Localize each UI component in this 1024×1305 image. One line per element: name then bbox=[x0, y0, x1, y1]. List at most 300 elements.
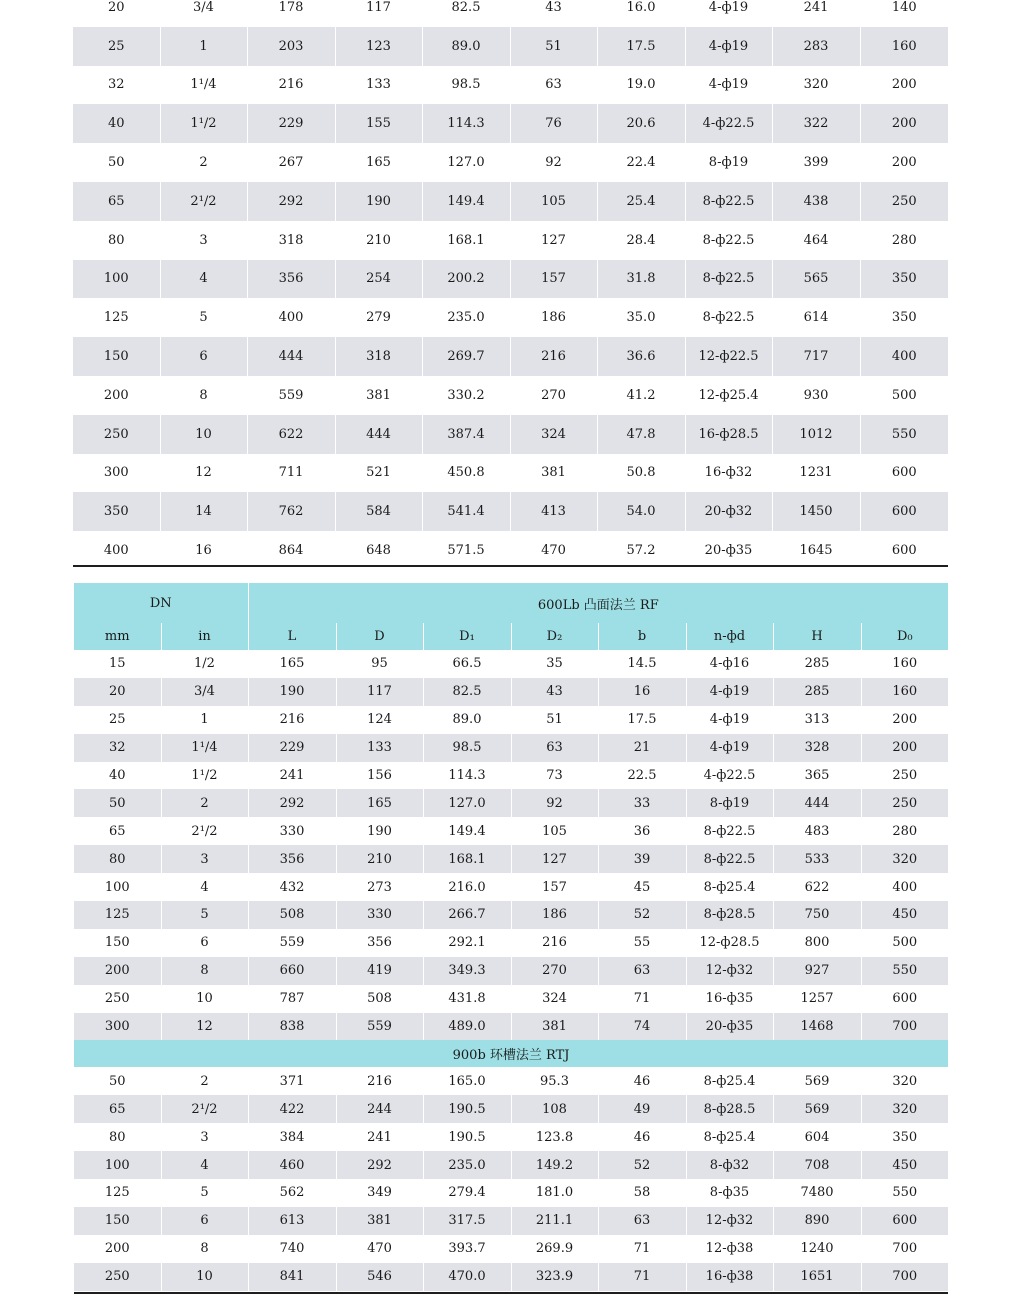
table-cell: 450 bbox=[861, 901, 948, 929]
table-cell: 413 bbox=[510, 492, 597, 531]
table-cell: 165 bbox=[335, 143, 422, 182]
table-cell: 89.0 bbox=[423, 706, 511, 734]
table-cell: 3 bbox=[161, 845, 248, 873]
table-row bbox=[74, 901, 948, 929]
table-cell: 365 bbox=[773, 762, 861, 790]
table-cell: 600 bbox=[860, 531, 948, 570]
table-cell: 400 bbox=[247, 298, 335, 337]
table-cell: 569 bbox=[773, 1095, 861, 1123]
table-cell: 384 bbox=[248, 1123, 336, 1151]
table-cell: 216 bbox=[248, 706, 336, 734]
table-cell: 82.5 bbox=[422, 0, 510, 27]
table-cell: 229 bbox=[247, 104, 335, 143]
table-cell: 349.3 bbox=[423, 957, 511, 985]
table-row bbox=[74, 1179, 948, 1207]
table-cell: 3/4 bbox=[161, 678, 248, 706]
table-row bbox=[73, 415, 948, 454]
table-cell: 8-ф22.5 bbox=[686, 817, 773, 845]
table-cell: 431.8 bbox=[423, 985, 511, 1013]
table-cell: 254 bbox=[335, 260, 422, 299]
column-header: n-фd bbox=[686, 623, 773, 650]
table-cell: 241 bbox=[248, 762, 336, 790]
table-cell: 92 bbox=[510, 143, 597, 182]
table-cell: 470.0 bbox=[423, 1263, 511, 1291]
table-row bbox=[73, 0, 948, 27]
table-cell: 51 bbox=[511, 706, 598, 734]
table-cell: 244 bbox=[336, 1095, 423, 1123]
table-cell: 41.2 bbox=[597, 376, 685, 415]
table-cell: 300 bbox=[74, 1013, 161, 1041]
table-cell: 216.0 bbox=[423, 873, 511, 901]
column-header: D₁ bbox=[423, 623, 511, 650]
table-cell: 117 bbox=[335, 0, 422, 27]
table-row bbox=[74, 1095, 948, 1123]
table-cell: 6 bbox=[161, 1207, 248, 1235]
table-cell: 157 bbox=[510, 260, 597, 299]
table-cell: 25 bbox=[73, 27, 160, 66]
table-cell: 464 bbox=[772, 221, 860, 260]
table-cell: 3/4 bbox=[160, 0, 247, 27]
table-cell: 292 bbox=[247, 182, 335, 221]
table-cell: 622 bbox=[247, 415, 335, 454]
table-cell: 15 bbox=[74, 650, 161, 678]
table-cell: 10 bbox=[161, 985, 248, 1013]
table-cell: 1240 bbox=[773, 1235, 861, 1263]
table-cell: 1012 bbox=[772, 415, 860, 454]
column-header: L bbox=[248, 623, 336, 650]
table-cell: 20-ф32 bbox=[685, 492, 772, 531]
table-row bbox=[73, 298, 948, 337]
table-cell: 600 bbox=[861, 1207, 948, 1235]
table-cell: 124 bbox=[336, 706, 423, 734]
table-cell: 2 bbox=[160, 143, 247, 182]
table-cell: 4 bbox=[161, 873, 248, 901]
table-cell: 10 bbox=[160, 415, 247, 454]
table-cell: 63 bbox=[598, 1207, 686, 1235]
table-cell: 168.1 bbox=[423, 845, 511, 873]
table-cell: 324 bbox=[510, 415, 597, 454]
column-header: D₂ bbox=[511, 623, 598, 650]
table-cell: 149.4 bbox=[423, 817, 511, 845]
table-cell: 399 bbox=[772, 143, 860, 182]
table-cell: 8-ф19 bbox=[686, 789, 773, 817]
table-cell: 422 bbox=[248, 1095, 336, 1123]
table-cell: 565 bbox=[772, 260, 860, 299]
table-cell: 285 bbox=[773, 678, 861, 706]
table-cell: 250 bbox=[74, 1263, 161, 1291]
table-cell: 149.4 bbox=[422, 182, 510, 221]
table-cell: 280 bbox=[860, 221, 948, 260]
table-cell: 318 bbox=[335, 337, 422, 376]
table-cell: 280 bbox=[861, 817, 948, 845]
table-cell: 165 bbox=[336, 789, 423, 817]
table-cell: 444 bbox=[773, 789, 861, 817]
table-cell: 356 bbox=[247, 260, 335, 299]
table-cell: 241 bbox=[772, 0, 860, 27]
table-cell: 12-ф38 bbox=[686, 1235, 773, 1263]
table-cell: 216 bbox=[510, 337, 597, 376]
table-cell: 324 bbox=[511, 985, 598, 1013]
table-cell: 600 bbox=[860, 454, 948, 493]
table-row bbox=[74, 817, 948, 845]
table-cell: 63 bbox=[511, 734, 598, 762]
table-cell: 8-ф22.5 bbox=[685, 260, 772, 299]
table-row bbox=[73, 221, 948, 260]
table-cell: 20 bbox=[73, 0, 160, 27]
table-cell: 105 bbox=[511, 817, 598, 845]
table-cell: 450.8 bbox=[422, 454, 510, 493]
table-cell: 200.2 bbox=[422, 260, 510, 299]
table-cell: 235.0 bbox=[423, 1151, 511, 1179]
table-row bbox=[73, 260, 948, 299]
table-cell: 165.0 bbox=[423, 1067, 511, 1095]
table-cell: 20-ф35 bbox=[685, 531, 772, 570]
table-cell: 5 bbox=[161, 901, 248, 929]
table-cell: 17.5 bbox=[597, 27, 685, 66]
table-cell: 381 bbox=[511, 1013, 598, 1041]
table-cell: 200 bbox=[74, 1235, 161, 1263]
table-cell: 20.6 bbox=[597, 104, 685, 143]
table-cell: 54.0 bbox=[597, 492, 685, 531]
table-cell: 47.8 bbox=[597, 415, 685, 454]
table-cell: 371 bbox=[248, 1067, 336, 1095]
table-cell: 890 bbox=[773, 1207, 861, 1235]
table-cell: 250 bbox=[74, 985, 161, 1013]
table-cell: 210 bbox=[335, 221, 422, 260]
table-cell: 20 bbox=[74, 678, 161, 706]
table-cell: 8-ф19 bbox=[685, 143, 772, 182]
table-cell: 317.5 bbox=[423, 1207, 511, 1235]
table-row bbox=[73, 337, 948, 376]
table-row bbox=[74, 1207, 948, 1235]
flange-table-continued bbox=[73, 0, 948, 570]
table-cell: 50.8 bbox=[597, 454, 685, 493]
table-cell: 216 bbox=[336, 1067, 423, 1095]
table-cell: 190 bbox=[336, 817, 423, 845]
table-cell: 10 bbox=[161, 1263, 248, 1291]
table-cell: 660 bbox=[248, 957, 336, 985]
table-cell: 750 bbox=[773, 901, 861, 929]
table-cell: 36.6 bbox=[597, 337, 685, 376]
table-cell: 450 bbox=[861, 1151, 948, 1179]
dn-header: DN bbox=[74, 583, 248, 623]
section-row-rtj bbox=[74, 1040, 948, 1067]
table-cell: 400 bbox=[73, 531, 160, 570]
table-cell: 4-ф19 bbox=[686, 734, 773, 762]
table-cell: 8-ф28.5 bbox=[686, 1095, 773, 1123]
table-cell: 300 bbox=[73, 454, 160, 493]
table-row bbox=[74, 734, 948, 762]
table-cell: 25.4 bbox=[597, 182, 685, 221]
table-cell: 270 bbox=[510, 376, 597, 415]
table-cell: 125 bbox=[74, 1179, 161, 1207]
table-cell: 5 bbox=[160, 298, 247, 337]
table-cell: 330 bbox=[336, 901, 423, 929]
table-cell: 150 bbox=[73, 337, 160, 376]
table-row bbox=[73, 492, 948, 531]
table-cell: 4-ф19 bbox=[686, 678, 773, 706]
table-cell: 3 bbox=[160, 221, 247, 260]
table-cell: 432 bbox=[248, 873, 336, 901]
table-cell: 1/2 bbox=[161, 650, 248, 678]
table-cell: 100 bbox=[73, 260, 160, 299]
table-cell: 114.3 bbox=[423, 762, 511, 790]
table-cell: 350 bbox=[860, 298, 948, 337]
table-cell: 16 bbox=[598, 678, 686, 706]
table-cell: 2 bbox=[161, 1067, 248, 1095]
table-cell: 21 bbox=[598, 734, 686, 762]
table-cell: 500 bbox=[861, 929, 948, 957]
table-cell: 235.0 bbox=[422, 298, 510, 337]
table-cell: 318 bbox=[247, 221, 335, 260]
table-cell: 322 bbox=[772, 104, 860, 143]
table-cell: 444 bbox=[335, 415, 422, 454]
table-cell: 330 bbox=[248, 817, 336, 845]
table-cell: 550 bbox=[860, 415, 948, 454]
table-cell: 4-ф19 bbox=[685, 27, 772, 66]
table-cell: 292 bbox=[248, 789, 336, 817]
table-cell: 100 bbox=[74, 1151, 161, 1179]
table-cell: 168.1 bbox=[422, 221, 510, 260]
table-cell: 125 bbox=[73, 298, 160, 337]
table-cell: 241 bbox=[336, 1123, 423, 1151]
table-cell: 49 bbox=[598, 1095, 686, 1123]
table-cell: 16-ф35 bbox=[686, 985, 773, 1013]
table-cell: 533 bbox=[773, 845, 861, 873]
table-cell: 562 bbox=[248, 1179, 336, 1207]
table-row bbox=[74, 650, 948, 678]
table-cell: 444 bbox=[247, 337, 335, 376]
table-cell: 489.0 bbox=[423, 1013, 511, 1041]
table-cell: 800 bbox=[773, 929, 861, 957]
table-cell: 269.9 bbox=[511, 1235, 598, 1263]
table-cell: 157 bbox=[511, 873, 598, 901]
table-cell: 32 bbox=[73, 66, 160, 105]
table-cell: 35.0 bbox=[597, 298, 685, 337]
table-cell: 14.5 bbox=[598, 650, 686, 678]
table-cell: 2¹/2 bbox=[160, 182, 247, 221]
table-cell: 178 bbox=[247, 0, 335, 27]
table-cell: 8 bbox=[161, 1235, 248, 1263]
table-cell: 1257 bbox=[773, 985, 861, 1013]
table-cell: 43 bbox=[511, 678, 598, 706]
table-cell: 114.3 bbox=[422, 104, 510, 143]
table-cell: 71 bbox=[598, 1235, 686, 1263]
table-cell: 12-ф32 bbox=[686, 1207, 773, 1235]
table-cell: 50 bbox=[74, 789, 161, 817]
table-cell: 838 bbox=[248, 1013, 336, 1041]
table-cell: 930 bbox=[772, 376, 860, 415]
table-cell: 52 bbox=[598, 901, 686, 929]
table-cell: 927 bbox=[773, 957, 861, 985]
table-cell: 80 bbox=[74, 845, 161, 873]
table-cell: 381 bbox=[510, 454, 597, 493]
table-row bbox=[73, 182, 948, 221]
table-cell: 8 bbox=[160, 376, 247, 415]
table-cell: 92 bbox=[511, 789, 598, 817]
table-cell: 6 bbox=[160, 337, 247, 376]
table-cell: 320 bbox=[861, 1067, 948, 1095]
table-cell: 279.4 bbox=[423, 1179, 511, 1207]
table-cell: 270 bbox=[511, 957, 598, 985]
table-cell: 8-ф22.5 bbox=[685, 221, 772, 260]
table-row bbox=[74, 1235, 948, 1263]
table-cell: 8-ф22.5 bbox=[686, 845, 773, 873]
table-cell: 4-ф19 bbox=[685, 0, 772, 27]
column-header: in bbox=[161, 623, 248, 650]
table-cell: 22.4 bbox=[597, 143, 685, 182]
table-cell: 762 bbox=[247, 492, 335, 531]
table-row bbox=[73, 143, 948, 182]
column-header: D bbox=[336, 623, 423, 650]
table-cell: 19.0 bbox=[597, 66, 685, 105]
table-cell: 73 bbox=[511, 762, 598, 790]
table-cell: 50 bbox=[73, 143, 160, 182]
table-cell: 283 bbox=[772, 27, 860, 66]
table-cell: 521 bbox=[335, 454, 422, 493]
table-cell: 98.5 bbox=[423, 734, 511, 762]
table-cell: 82.5 bbox=[423, 678, 511, 706]
table-cell: 700 bbox=[861, 1263, 948, 1291]
table-cell: 604 bbox=[773, 1123, 861, 1151]
table-cell: 210 bbox=[336, 845, 423, 873]
table-cell: 700 bbox=[861, 1235, 948, 1263]
table-cell: 584 bbox=[335, 492, 422, 531]
table-cell: 186 bbox=[510, 298, 597, 337]
table-row bbox=[73, 376, 948, 415]
table-row bbox=[73, 27, 948, 66]
table-cell: 400 bbox=[860, 337, 948, 376]
table-cell: 74 bbox=[598, 1013, 686, 1041]
table-cell: 16 bbox=[160, 531, 247, 570]
table-cell: 66.5 bbox=[423, 650, 511, 678]
table-cell: 1¹/2 bbox=[160, 104, 247, 143]
table-cell: 35 bbox=[511, 650, 598, 678]
table-cell: 150 bbox=[74, 929, 161, 957]
table-cell: 350 bbox=[73, 492, 160, 531]
table-cell: 393.7 bbox=[423, 1235, 511, 1263]
table-cell: 58 bbox=[598, 1179, 686, 1207]
table-cell: 200 bbox=[861, 706, 948, 734]
table-cell: 133 bbox=[335, 66, 422, 105]
table-row bbox=[74, 762, 948, 790]
table-cell: 285 bbox=[773, 650, 861, 678]
table-row bbox=[74, 957, 948, 985]
table-cell: 190 bbox=[335, 182, 422, 221]
table-bottom-rule bbox=[73, 565, 948, 567]
table-cell: 80 bbox=[73, 221, 160, 260]
table-cell: 1¹/4 bbox=[161, 734, 248, 762]
column-header: mm bbox=[74, 623, 161, 650]
table-cell: 419 bbox=[336, 957, 423, 985]
table-cell: 165 bbox=[248, 650, 336, 678]
table-cell: 46 bbox=[598, 1123, 686, 1151]
table-cell: 155 bbox=[335, 104, 422, 143]
table-cell: 127.0 bbox=[422, 143, 510, 182]
table-cell: 160 bbox=[861, 650, 948, 678]
table-cell: 160 bbox=[860, 27, 948, 66]
table-cell: 108 bbox=[511, 1095, 598, 1123]
table-cell: 279 bbox=[335, 298, 422, 337]
table-row bbox=[74, 1263, 948, 1291]
table-cell: 63 bbox=[598, 957, 686, 985]
table-row bbox=[74, 706, 948, 734]
table-cell: 571.5 bbox=[422, 531, 510, 570]
table-cell: 7480 bbox=[773, 1179, 861, 1207]
table-cell: 125 bbox=[74, 901, 161, 929]
table-cell: 16-ф38 bbox=[686, 1263, 773, 1291]
table-row bbox=[74, 1013, 948, 1041]
table-cell: 2¹/2 bbox=[161, 817, 248, 845]
table-cell: 190.5 bbox=[423, 1095, 511, 1123]
table-cell: 1¹/2 bbox=[161, 762, 248, 790]
table-cell: 105 bbox=[510, 182, 597, 221]
table-cell: 25 bbox=[74, 706, 161, 734]
table-cell: 323.9 bbox=[511, 1263, 598, 1291]
table-cell: 57.2 bbox=[597, 531, 685, 570]
table-cell: 52 bbox=[598, 1151, 686, 1179]
table-cell: 200 bbox=[73, 376, 160, 415]
table-cell: 381 bbox=[336, 1207, 423, 1235]
table-cell: 2¹/2 bbox=[161, 1095, 248, 1123]
table-cell: 33 bbox=[598, 789, 686, 817]
table-row bbox=[73, 66, 948, 105]
table-cell: 508 bbox=[336, 985, 423, 1013]
table-cell: 203 bbox=[247, 27, 335, 66]
table-cell: 613 bbox=[248, 1207, 336, 1235]
table-cell: 39 bbox=[598, 845, 686, 873]
table-cell: 127.0 bbox=[423, 789, 511, 817]
table-cell: 4-ф22.5 bbox=[685, 104, 772, 143]
table-cell: 559 bbox=[336, 1013, 423, 1041]
table-cell: 181.0 bbox=[511, 1179, 598, 1207]
rf-title-header: 600Lb 凸面法兰 RF bbox=[248, 583, 948, 623]
table-cell: 356 bbox=[336, 929, 423, 957]
table-cell: 350 bbox=[860, 260, 948, 299]
table-cell: 2 bbox=[161, 789, 248, 817]
table-cell: 266.7 bbox=[423, 901, 511, 929]
table-cell: 32 bbox=[74, 734, 161, 762]
table-cell: 55 bbox=[598, 929, 686, 957]
table-row bbox=[74, 1123, 948, 1151]
table-cell: 8-ф25.4 bbox=[686, 1067, 773, 1095]
table-cell: 8-ф28.5 bbox=[686, 901, 773, 929]
table-cell: 546 bbox=[336, 1263, 423, 1291]
table-cell: 600 bbox=[860, 492, 948, 531]
table-cell: 292.1 bbox=[423, 929, 511, 957]
table-cell: 1468 bbox=[773, 1013, 861, 1041]
table-cell: 100 bbox=[74, 873, 161, 901]
table-cell: 330.2 bbox=[422, 376, 510, 415]
table-cell: 1651 bbox=[773, 1263, 861, 1291]
table-cell: 356 bbox=[248, 845, 336, 873]
table-cell: 8-ф22.5 bbox=[685, 182, 772, 221]
table-cell: 12-ф28.5 bbox=[686, 929, 773, 957]
table-cell: 569 bbox=[773, 1067, 861, 1095]
table-cell: 250 bbox=[861, 789, 948, 817]
table-cell: 3 bbox=[161, 1123, 248, 1151]
table-cell: 387.4 bbox=[422, 415, 510, 454]
table-cell: 12-ф25.4 bbox=[685, 376, 772, 415]
table-cell: 123 bbox=[335, 27, 422, 66]
table-cell: 65 bbox=[74, 1095, 161, 1123]
table-cell: 1 bbox=[161, 706, 248, 734]
table-cell: 71 bbox=[598, 985, 686, 1013]
table-cell: 8-ф25.4 bbox=[686, 873, 773, 901]
table-cell: 5 bbox=[161, 1179, 248, 1207]
table-cell: 89.0 bbox=[422, 27, 510, 66]
table-cell: 1450 bbox=[772, 492, 860, 531]
